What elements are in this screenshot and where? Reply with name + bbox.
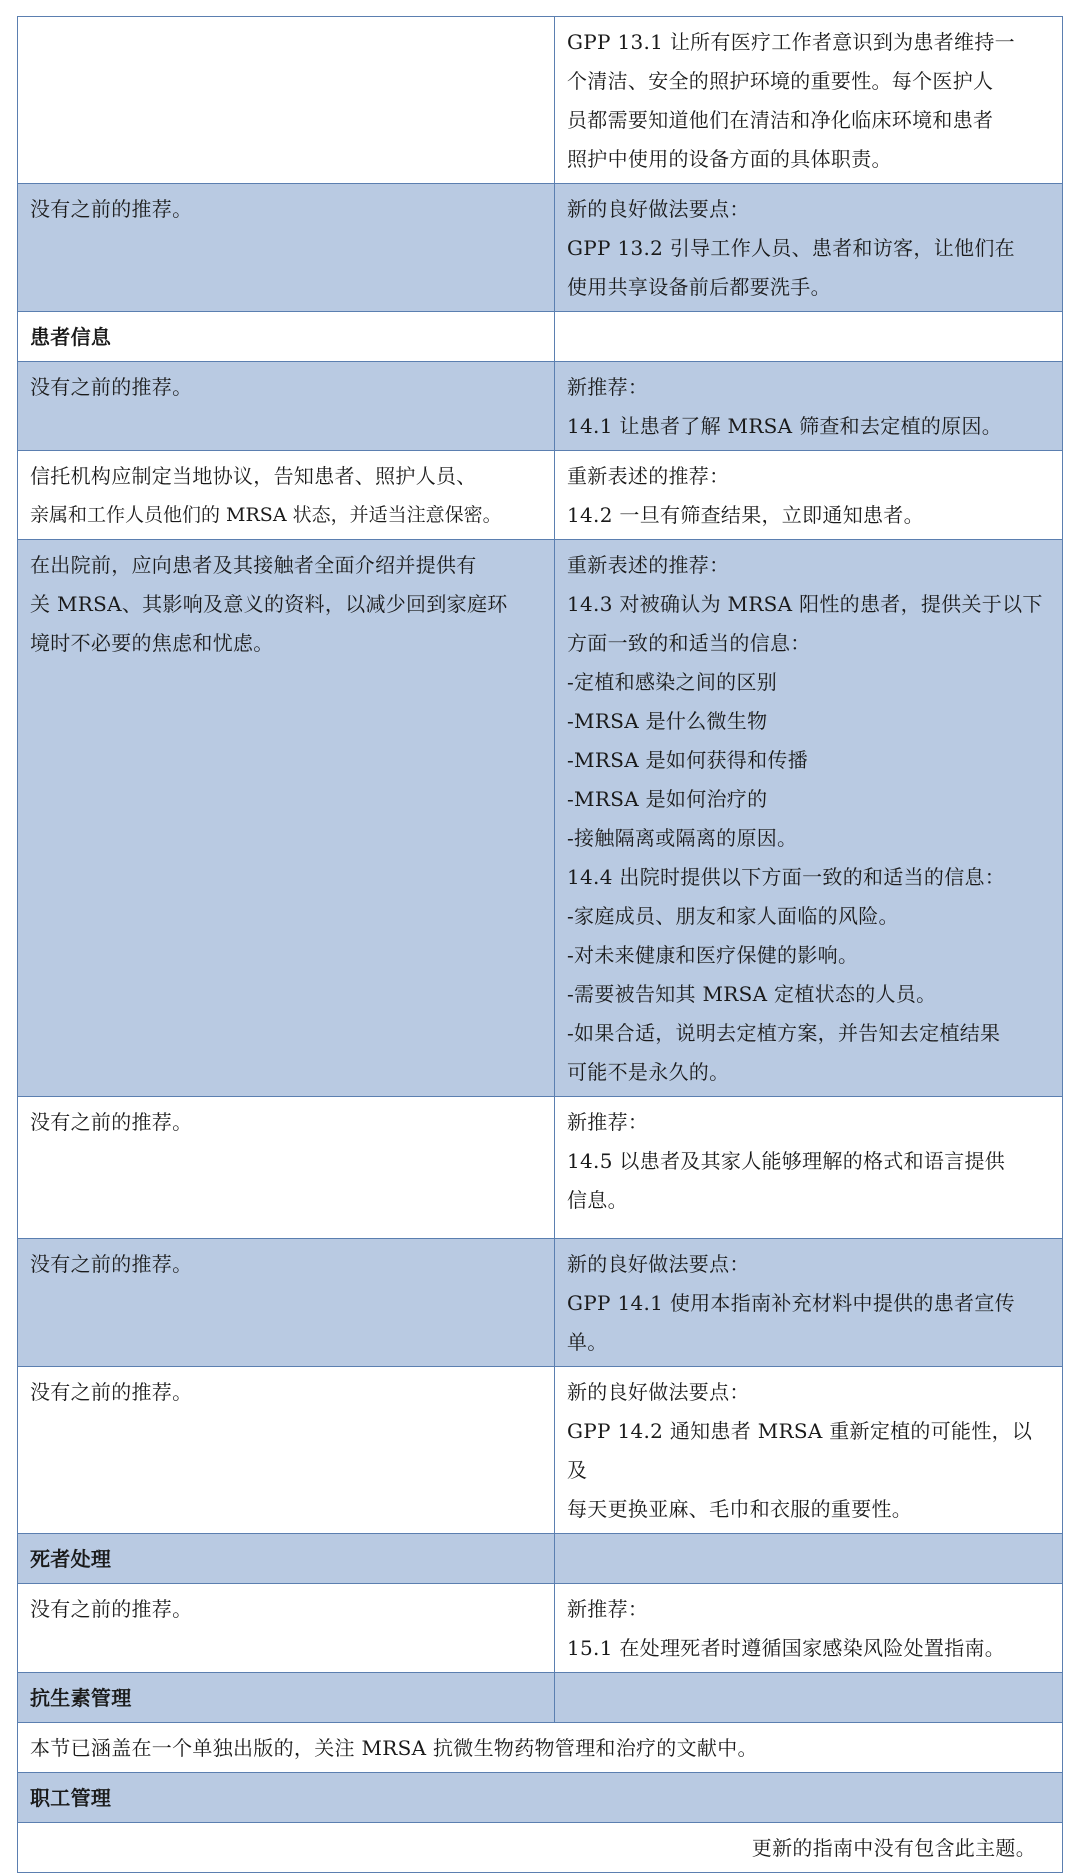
new-recommendation-cell: 重新表述的推荐： 14.3 对被确认为 MRSA 阳性的患者，提供关于以下 方面一致的和适当的信息： -定植和感染之间的区别 -MRSA 是什么微生物 -MRSA 是如何获得和传播 -MRSA 是如何治疗的 -接触隔离或隔离的原因。 14.4 出院时提供以下方面一致的和适当的信息： -家庭成员、朋友和家人面临的风险。 -对未来健康和医疗保健的影响。 -需要被告知其 MRSA 定植状态的人员。 -如果合适，说明去定植方案，并告知去定植结果 可能不是永久的。 [555, 540, 1063, 1097]
new-recommendation-cell: 新推荐： 14.5 以患者及其家人能够理解的格式和语言提供 信息。 [555, 1097, 1063, 1239]
table-row [18, 1097, 1063, 1239]
section-title: 患者信息 [18, 312, 555, 362]
table-row [18, 1584, 1063, 1673]
new-recommendation-cell: 新的良好做法要点： GPP 14.1 使用本指南补充材料中提供的患者宣传 单。 [555, 1239, 1063, 1367]
new-recommendation-cell: 新推荐： 14.1 让患者了解 MRSA 筛查和去定植的原因。 [555, 362, 1063, 451]
empty-cell [555, 312, 1063, 362]
full-width-note: 本节已涵盖在一个单独出版的，关注 MRSA 抗微生物药物管理和治疗的文献中。 [18, 1723, 1063, 1773]
guideline-table [17, 16, 1063, 1873]
table-row [18, 1723, 1063, 1773]
table-row [18, 1239, 1063, 1367]
section-title: 死者处理 [18, 1534, 555, 1584]
section-title: 职工管理 [18, 1773, 1063, 1823]
section-title: 抗生素管理 [18, 1673, 555, 1723]
table-row [18, 17, 1063, 184]
section-header-row [18, 312, 1063, 362]
section-header-row [18, 1534, 1063, 1584]
section-header-row [18, 1773, 1063, 1823]
previous-recommendation-cell: 没有之前的推荐。 [18, 1367, 555, 1534]
new-recommendation-cell: 新的良好做法要点： GPP 13.2 引导工作人员、患者和访客，让他们在 使用共享设备前后都要洗手。 [555, 184, 1063, 312]
table-row [18, 1367, 1063, 1534]
section-header-row [18, 1673, 1063, 1723]
previous-recommendation-cell: 信托机构应制定当地协议，告知患者、照护人员、 亲属和工作人员他们的 MRSA 状态，并适当注意保密。 [18, 451, 555, 540]
table-row [18, 451, 1063, 540]
new-recommendation-cell: GPP 13.1 让所有医疗工作者意识到为患者维持一 个清洁、安全的照护环境的重要性。每个医护人 员都需要知道他们在清洁和净化临床环境和患者 照护中使用的设备方面的具体职责。 [555, 17, 1063, 184]
previous-recommendation-cell: 没有之前的推荐。 [18, 362, 555, 451]
previous-recommendation-cell: 没有之前的推荐。 [18, 184, 555, 312]
new-recommendation-cell: 新的良好做法要点： GPP 14.2 通知患者 MRSA 重新定植的可能性，以及 每天更换亚麻、毛巾和衣服的重要性。 [555, 1367, 1063, 1534]
new-recommendation-cell: 新推荐： 15.1 在处理死者时遵循国家感染风险处置指南。 [555, 1584, 1063, 1673]
previous-recommendation-cell: 没有之前的推荐。 [18, 1584, 555, 1673]
new-recommendation-cell: 重新表述的推荐： 14.2 一旦有筛查结果，立即通知患者。 [555, 451, 1063, 540]
previous-recommendation-cell: 在出院前，应向患者及其接触者全面介绍并提供有 关 MRSA、其影响及意义的资料，以减少回到家庭环 境时不必要的焦虑和忧虑。 [18, 540, 555, 1097]
previous-recommendation-cell: 没有之前的推荐。 [18, 1239, 555, 1367]
previous-recommendation-cell: 没有之前的推荐。 [18, 1097, 555, 1239]
table-row [18, 540, 1063, 1097]
table-row [18, 1823, 1063, 1873]
empty-cell [555, 1673, 1063, 1723]
empty-cell [555, 1534, 1063, 1584]
table-row [18, 362, 1063, 451]
full-width-note: 更新的指南中没有包含此主题。 [18, 1823, 1063, 1873]
table-row [18, 184, 1063, 312]
previous-recommendation-cell [18, 17, 555, 184]
